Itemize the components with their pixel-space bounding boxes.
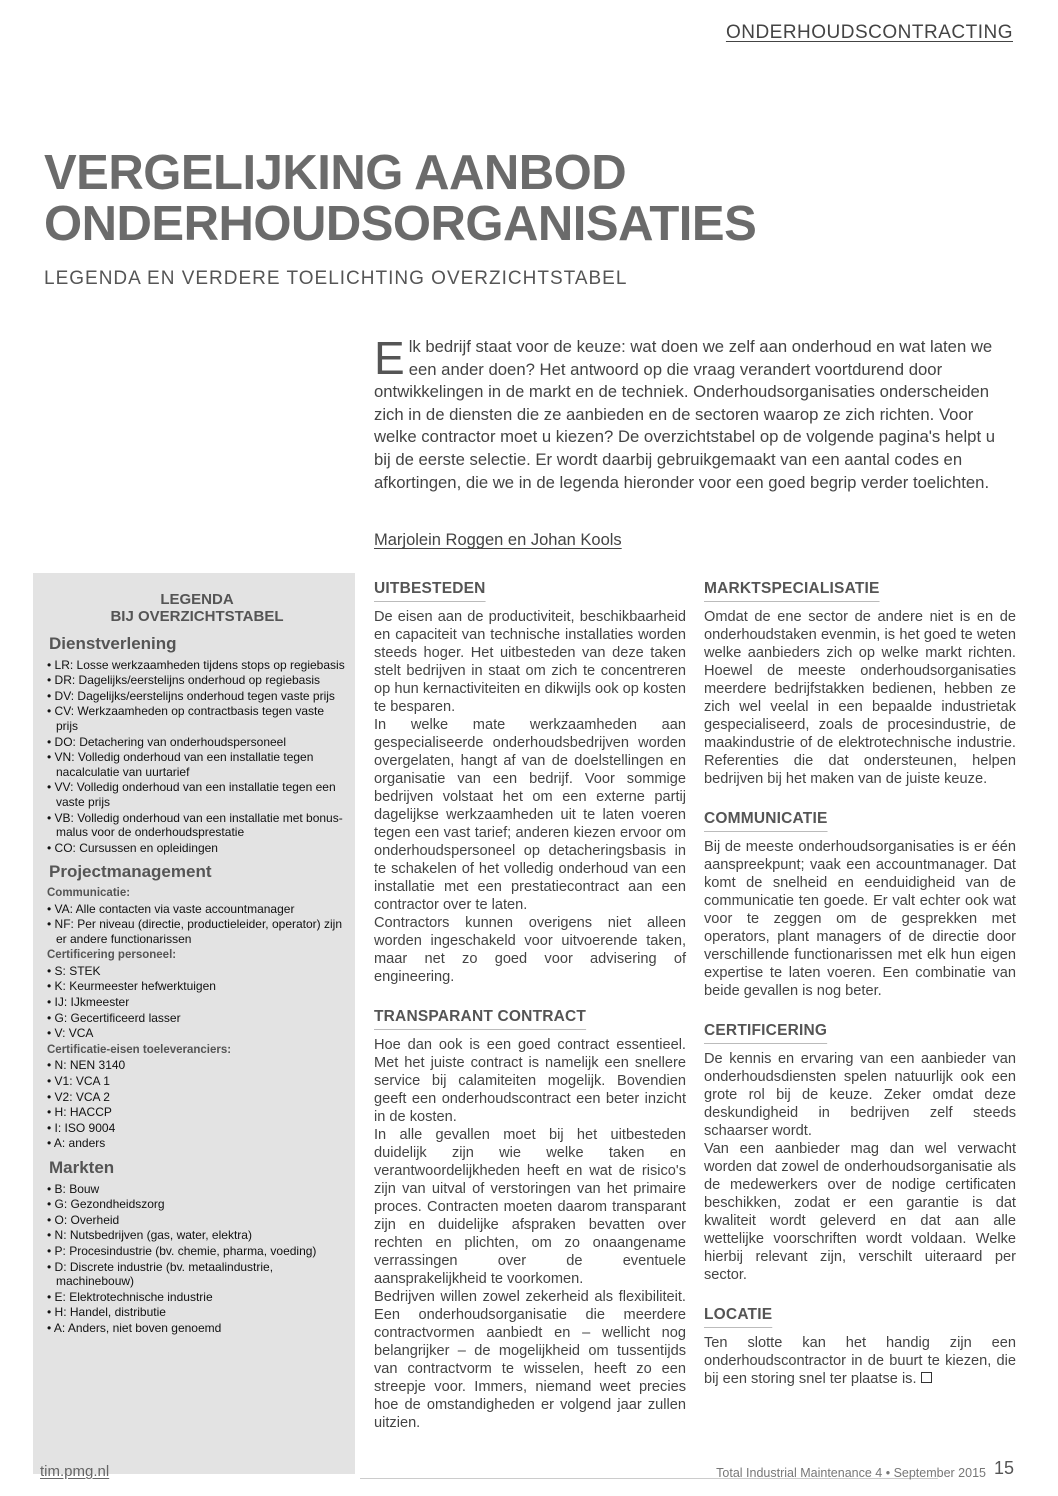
legend-item: • VN: Volledig onderhoud van een installatie tegen nacalculatie van uurtarief [47,750,314,779]
article-subtitle: LEGENDA EN VERDERE TOELICHTING OVERZICHTSTABEL [44,268,628,289]
legend-item: • N: NEN 3140 [47,1058,126,1073]
legend-item: • DV: Dagelijks/eerstelijns onderhoud tegen vaste prijs [47,688,335,703]
intro-text: lk bedrijf staat voor de keuze: wat doen we zelf aan onderhoud en wat laten we een ander doen? Het antwoord op die vraag verandert voortdurend door ontwikkelingen in de markt en de techniek. Onderhoudsorganisaties onderscheiden zich in de diensten die ze aanbieden en de sectoren waarop ze zich richten. Voor welke contractor moet u kiezen? De overzichtstabel op de volgende pagina's helpt u bij de eerste selectie. Er wordt daarbij gebruikgemaakt van een aantal codes en afkortingen, die we in de legenda hieronder voor een goed begrip verder toelichten. [374,337,995,492]
legend-item: • V2: VCA 2 [47,1089,110,1104]
legend-list-certificering [47,964,347,1041]
legend-title-line-2: BIJ OVERZICHTSTABEL [110,608,284,625]
section-uitbesteden [374,580,686,986]
intro-paragraph [374,332,1014,494]
legend-title [47,591,347,625]
locatie-text: Ten slotte kan het handig zijn een onderhoudscontractor in de buurt te kiezen, die bij een storing snel ter plaatse is. [704,1335,1016,1387]
legend-list-markten [47,1182,347,1336]
legend-list-dienstverlening [47,658,347,856]
footer-publication: Total Industrial Maintenance 4 • September 2015 [716,1466,986,1480]
legend-item: • NF: Per niveau (directie, productieleider, operator) zijn er andere functionarissen [47,917,343,946]
legend-item: • K: Keurmeester hefwerktuigen [47,979,216,994]
column-middle [374,580,686,1454]
authors: Marjolein Roggen en Johan Kools [374,531,622,549]
paragraph: Van een aanbieder mag dan wel verwacht worden dat zowel de onderhoudsorganisatie als de medewerkers over de nodige certificaten beschikken, zodat er een garantie is dat kwaliteit wordt geleverd en dat aan alle wettelijke voorschriften wordt voldaan. Welke hierbij relevant zijn, verschilt uiteraard per sector. [704,1141,1016,1283]
legend-item: • P: Procesindustrie (bv. chemie, pharma, voeding) [47,1243,317,1258]
legend-item: • N: Nutsbedrijven (gas, water, elektra) [47,1228,252,1243]
heading-certificering: CERTIFICERING [704,1022,828,1039]
drop-cap: E [374,332,405,384]
legend-heading-projectmanagement: Projectmanagement [49,862,212,882]
paragraph: Contractors kunnen overigens niet alleen worden ingeschakeld voor uitvoerende taken, maar net zo goed voor advisering of engineering. [374,915,686,985]
column-right [704,580,1016,1410]
section-marktspecialisatie [704,580,1016,788]
legend-item: • H: HACCP [47,1105,112,1120]
legend-item: • DR: Dagelijks/eerstelijns onderhoud op regiebasis [47,673,321,688]
heading-locatie: LOCATIE [704,1306,773,1323]
legend-sub-communicatie: Communicatie: [47,886,131,899]
section-label: ONDERHOUDSCONTRACTING [725,22,1013,43]
legend-item: • LR: Losse werkzaamheden tijdens stops op regiebasis [47,657,345,672]
legend-item: • H: Handel, distributie [47,1305,166,1320]
paragraph [704,1334,1016,1388]
legend-item: • E: Elektrotechnische industrie [47,1289,213,1304]
legend-item: • O: Overheid [47,1212,120,1227]
legend-heading-markten: Markten [49,1158,115,1177]
article-title [44,148,944,250]
legend-item: • G: Gezondheidszorg [47,1197,165,1212]
heading-marktspecialisatie: MARKTSPECIALISATIE [704,580,880,597]
legend-heading-dienstverlening: Dienstverlening [49,634,177,653]
title-line-2: ONDERHOUDSORGANISATIES [44,197,757,251]
paragraph: In alle gevallen moet bij het uitbesteden duidelijk zijn wie welke taken en verantwoordelijkheden heeft en wat de risico's zijn van uitval of verstoringen van het primaire proces. Contracten moeten daarom transparant zijn en duidelijke afspraken bevatten over rechten en plichten, om zo onaangename verrassingen over de eventuele aansprakelijkheid te voorkomen. [374,1127,686,1287]
legend-item: • A: Anders, niet boven genoemd [47,1320,222,1335]
paragraph: De kennis en ervaring van een aanbieder van onderhoudsdiensten spelen natuurlijk ook een grote rol bij de keuze. Zeker omdat deze deskundigheid in bedrijven zelf steeds schaarser wordt. [704,1051,1016,1139]
heading-uitbesteden: UITBESTEDEN [374,580,486,597]
legend-item: • VB: Volledig onderhoud van een installatie met bonus-malus voor de onderhoudsprestatie [47,810,343,840]
legend-item: • IJ: IJkmeester [47,995,130,1010]
heading-transparant-contract: TRANSPARANT CONTRACT [374,1008,587,1025]
legend-item: • VV: Volledig onderhoud van een installatie tegen een vaste prijs [47,780,336,809]
legend-list-eisen [47,1058,347,1151]
legend-item: • G: Gecertificeerd lasser [47,1010,181,1025]
legend-item: • V1: VCA 1 [47,1074,110,1089]
paragraph: Hoe dan ook is een goed contract essentieel. Met het juiste contract is namelijk een snellere service bij calamiteiten mogelijk. Bovendien geeft een onderhoudscontract een beter inzicht in de kosten. [374,1037,686,1125]
page-number: 15 [993,1458,1014,1478]
legend-title-line-1: LEGENDA [160,591,234,608]
footer-website-link[interactable]: tim.pmg.nl [40,1463,110,1480]
section-communicatie [704,810,1016,1000]
legend-sub-certificering: Certificering personeel: [47,949,177,962]
legend-item: • CV: Werkzaamheden op contractbasis tegen vaste prijs [47,704,325,733]
legend-item: • DO: Detachering van onderhoudspersoneel [47,734,287,749]
legend-box [33,573,355,1474]
legend-item: • I: ISO 9004 [47,1120,116,1135]
section-locatie [704,1306,1016,1388]
paragraph: Omdat de ene sector de andere niet is en de onderhoudstaken evenmin, is het goed te weten welke aanbieders zich op welke markt richten. Hoewel de meeste onderhoudsorganisaties meerdere bedrijfstakken bedienen, hebben ze zich wel veelal in een bepaalde industrietak gespecialiseerd, zoals de procesindustrie, de maakindustrie of de elektrotechnische industrie. Referenties die dat ondersteunen, helpen bedrijven bij het maken van de juiste keuze. [704,609,1016,787]
paragraph: In welke mate werkzaamheden aan gespecialiseerde onderhoudsbedrijven worden overgelaten, hangt af van de doelstellingen en organisatie van een bedrijf. Voor sommige bedrijven volstaat het om een externe partij dagelijkse werkzaamheden uit te laten voeren tegen een vast tarief; anderen kiezen ervoor om onderhoudspersoneel op detacheringsbasis in te schakelen of het volledig onderhoud van een installatie met een prestatiecontract aan een contractor over te laten. [374,717,686,913]
legend-item: • D: Discrete industrie (bv. metaalindustrie, machinebouw) [47,1259,274,1289]
legend-item: • CO: Cursussen en opleidingen [47,840,218,855]
section-transparant-contract [374,1008,686,1432]
heading-communicatie: COMMUNICATIE [704,810,828,827]
legend-item: • A: anders [47,1136,106,1151]
legend-list-communicatie [47,902,347,947]
legend-item: • S: STEK [47,963,101,978]
paragraph: Bedrijven willen zowel zekerheid als flexibiliteit. Een onderhoudsorganisatie die meerdere contractvormen aanbiedt en – wellicht nog belangrijker – de mogelijkheid om tussentijds van contractvorm te wisselen, heeft zo een streepje voor. Immers, niemand weet precies hoe de omstandigheden er volgend jaar zullen uitzien. [374,1289,686,1431]
section-certificering [704,1022,1016,1284]
title-line-1: VERGELIJKING AANBOD [44,146,627,200]
legend-sub-eisen: Certificatie-eisen toeleveranciers: [47,1043,232,1056]
legend-item: • V: VCA [47,1026,94,1041]
end-mark-icon [921,1372,932,1383]
paragraph: De eisen aan de productiviteit, beschikbaarheid en capaciteit van technische installaties worden steeds hoger. Het uitbesteden van deze taken stelt bedrijven in staat om zich te concentreren op hun kernactiviteiten en dikwijls ook op kosten te besparen. [374,609,686,715]
legend-item: • B: Bouw [47,1181,100,1196]
legend-item: • VA: Alle contacten via vaste accountmanager [47,901,295,916]
paragraph: Bij de meeste onderhoudsorganisaties is er één aanspreekpunt; vaak een accountmanager. Dat komt de snelheid en eenduidigheid van de communicatie ten goede. Er valt echter ook wat voor te zeggen om de gesprekken met operators, plant managers of de directie door verschillende functionarissen met elk hun eigen expertise te laten voeren. Een combinatie van beide gevallen is nog beter. [704,839,1016,999]
